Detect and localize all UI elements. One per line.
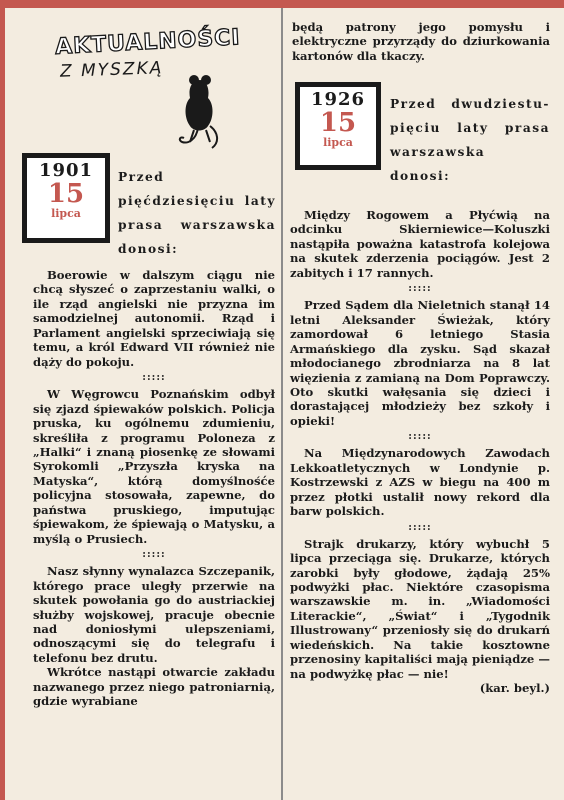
mouse-icon [170,70,230,160]
right-column [290,208,550,696]
separator: ::::: [408,283,432,295]
separator: ::::: [408,431,432,443]
left-border [0,0,5,800]
signature-row [290,681,550,695]
top-border [0,0,564,8]
separator: ::::: [142,372,166,384]
article-paragraph: Na Międzynarodowych Zawodach Lekkoatletycznych w Londynie p. Kostrzewski z AZS w biegu na 400 m przez płotki ustalił nowy rekord dla barw polskich. [290,446,550,519]
article-paragraph: Strajk drukarzy, który wybuchł 5 lipca przeciąga się. Drukarze, których zarobki były głodowe, żądają 25% podwyżki płac. Niektóre czasopisma warszawskie m. in. „Wiadomości Literackie“, „Świat“ i „Tygodnik Illustrowany“ przeniosły się do drukarń wiedeńskich. Na takie kosztowne przenosiny kapitaliści mają pieniądze — na podwyżkę płac — nie! [290,536,550,681]
date-month: lipca [51,207,81,220]
article-continuation: będą patrony jego pomysłu i elektryczne przyrządy do dziurkowania kartonów dla tkaczy. [292,20,550,63]
right-column-top [292,20,550,63]
date-year: 1901 [38,160,94,181]
left-intro: Przed pięćdziesięciu laty prasa warszawska donosi: [118,170,276,256]
date-box-1926 [295,82,381,170]
separator: ::::: [408,521,432,533]
article-paragraph: Między Rogowem a Płyćwią na odcinku Skierniewice—Koluszki nastąpiła poważna katastrofa kolejowa na skutek zderzenia pociągów. Jest 2 zabitych i 17 rannych. [290,208,550,280]
section-subtitle: Z MYSZKĄ [59,58,164,82]
signature: (kar. beyl.) [479,681,550,696]
left-column [33,268,275,709]
article-paragraph: Boerowie w dalszym ciągu nie chcą słyszeć o zaprzestaniu walki, o ile rząd angielski nie przyzna im samodzielnej autonomii. Rząd i Parlament angielski sprzeciwiają się temu, a król Edward VII również nie dąży do pokoju. [33,268,275,369]
section-title: AKTUALNOŚCI [54,25,242,60]
article-paragraph: Nasz słynny wynalazca Szczepanik, którego prace uległy przerwie na skutek powołania go do austriackiej służby wojskowej, pracuje obecnie nad doniosłymi ulepszeniami, odnoszącymi się do telegrafu i telefonu bez drutu. [33,564,275,665]
article-paragraph: W Węgrowcu Poznańskim odbył się zjazd śpiewaków polskich. Policja pruska, ku ogólnemu zdumieniu, skreśliła z programu Poloneza z „Halki“ i znaną piosenkę ze słowami Syrokomli „Przyszła kryska na Matyska“, którą domyślnośće policyjna stosowała, zapewne, do państwa pruskiego, imputując śpiewakom, że śpiewają o Matysku, a myślą o Prusiech. [33,387,275,546]
date-year: 1926 [310,89,366,110]
article-paragraph: Przed Sądem dla Nieletnich stanął 14 letni Aleksander Świeżak, który zamordował 6 letniego Stasia Armańskiego dla zysku. Sąd skazał młodocianego zbrodniarza na 8 lat więzienia z zamianą na Dom Poprawczy. Oto skutki wałęsania się dzieci i dorastającej młodzieży bez szkoły i opieki! [290,298,550,428]
date-box-1901 [22,153,110,243]
right-intro: Przed dwudziestu-pięciu laty prasa warszawska donosi: [390,97,550,183]
date-day: 15 [319,108,357,138]
article-paragraph: Wkrótce nastąpi otwarcie zakładu nazwanego przez niego patroniarnią, gdzie wyrabiane [33,665,275,709]
separator: ::::: [142,549,166,561]
column-rule [281,8,283,800]
date-month: lipca [323,136,353,149]
date-day: 15 [47,179,85,209]
